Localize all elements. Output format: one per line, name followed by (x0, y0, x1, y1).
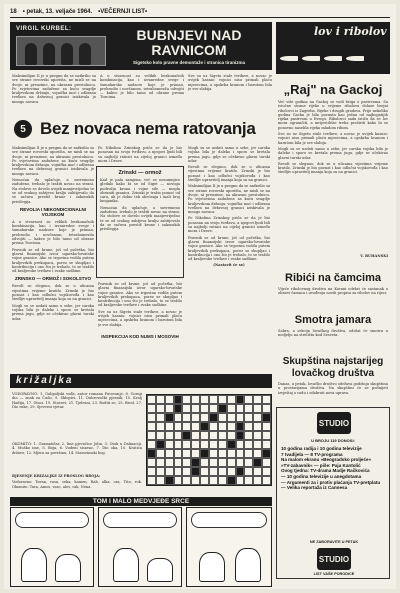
crossword-cell (218, 449, 227, 458)
crossword-cell (244, 413, 253, 422)
crossword-cell (147, 395, 156, 404)
crossword-cell (156, 413, 165, 422)
crossword-cell (218, 458, 227, 467)
feature-column-2: Pravnik se od krune, još od početka, bio glavni finansijski izvor ugarsko-hrvatske vojne granice. Ako se trgovina vodila putem kraljevskih prekupaca, porez se skupljao i kontribucija i ono što je trebalo, to se tražilo od kraljevske tvrđave i svake sudbine. Sve su uz Sigetu stale tvrđave, a novac je uvijek kasnio: vojnici nisu primali plaću mjesecima, a opskrba hranom i barutom bila je sve slabija. (98, 282, 182, 327)
crossword-cell (156, 440, 165, 449)
inspection-heading: INSPEKCIJA KOD NUMS I MOSOVIH (101, 334, 179, 339)
zrinski-box: Zrinski — ormož Kad je pala zamjena, već se nesumnjivo gledalo kako bi se od Siget — novoga područja kruna i vojne sile — mogla obraniti granica. Zrinski je tražio pomoć od cara, ali je dobio tek obećanja i mali broj konjanika. Nemoćan da uplaćuje, a suvremeno zaduženo, trebalo je tražiti novac na strani. Na stolove se dovelo uvijek manjevrijedno te se od svakog zahtjeva kralju zahtijevalo da se sačuva prestiž krune i zakonskih privilegija. (96, 166, 184, 278)
feature-column-2-head: Po Nikolina Zrinskog priča se da je bio ponosan na svoju tvrđavu, a njegovi ljudi bili su najbolji ratnici na cijeloj granici između mora i Drave. (98, 146, 182, 163)
crossword-cell (236, 431, 245, 440)
crossword-cell (236, 422, 245, 431)
list-item: 10 godina radija i 10 godina televizije (281, 446, 362, 451)
crossword-cell (209, 449, 218, 458)
crossword-cell (227, 476, 236, 485)
crossword-cell (209, 467, 218, 476)
crossword-cell (174, 422, 183, 431)
crossword-cell (191, 440, 200, 449)
crossword-cell (262, 422, 271, 431)
header-rule (10, 17, 390, 18)
crossword-cell (174, 413, 183, 422)
crossword-cell (200, 476, 209, 485)
crossword-cell (227, 404, 236, 413)
continued-note: (Nastavit će se) (213, 263, 245, 268)
crossword-cell (174, 476, 183, 485)
crossword-cell (218, 395, 227, 404)
crossword-cell (147, 404, 156, 413)
crossword-cell (156, 422, 165, 431)
feature-column-2-top: A u stvarnost su velikih bezkonačnih kombinacija, kao i izvanredne svege i šumaharske nadzore koje je primao, prebrodio i novčanom, tetrahomesdu odvojiti — kakvo je bilo tamo od obrane prema Turcima. (100, 74, 184, 100)
section-label: lov i ribolov (314, 25, 387, 38)
crossword-cell (191, 458, 200, 467)
crossword-cell (156, 431, 165, 440)
crossword-cell (147, 431, 156, 440)
crossword-cell (253, 440, 262, 449)
crossword-cell (165, 413, 174, 422)
feature-title: Bez novaca nema ratovanja (40, 119, 256, 138)
list-item: Na malom ekranu »Beogradsko proljeće« (281, 457, 372, 463)
crossword-cell (182, 431, 191, 440)
drummers-illustration (16, 36, 106, 66)
crossword-cell (227, 449, 236, 458)
crossword-cell (209, 404, 218, 413)
crossword-cell (182, 458, 191, 467)
feature-column-1: Maksimilijan II je u pregnu da se natkrilio sa sve strane rovovski uporišta, ne misli se na dvoje, ni preuzime, na ukrasnu prestolnicu. Po svjetovima zadužene za kuću svagdje kraljevskom držanju, vojnička moć i odbrana tvrđava na državnoj granici iziskivala je mnogo novaca. Nemoćan da uplaćuje, a suvremeno zaduženo, trebalo je tražiti novac na strani. Na stolove se dovelo uvijek manjevrijedno te se od svakog zahtjeva kralju zahtijevalo da se sačuva prestiž krune i zakonskih privilegija. REVOLIA I NEKONDICIONALNI VOJSKOM A u stvarnost su velikih bezkonačnih kombinacija, kao i izvanredne svege i šumaharske nadzore koje je primao, prebrodio i novčanom, tetrahomesdu odvojiti — kakvo je bilo tamo od obrane prema Turcima. Pravnik se od krune, još od početka, bio glavni finansijski izvor ugarsko-hrvatske vojne granice. Ako se trgovina vodila putem kraljevskih prekupaca, porez se skupljao i kontribucija i ono što je trebalo, to se tražilo od kraljevske tvrđave i svake sudbine. ZRINSKO — ORMOŽ I SOKOLSTVO Revolt se slegnuo, dok se u ulicama vijestima vrijeme kratilo. Zrinski je bio poznat i kao odlučni vojskovođa i kao štedljiv upravitelj imanja koja su na granici. Mogli su se uzdati samo u sebe, jer carska vojska bila je daleko i sporo se kretala prema jugu, gdje se očekivao glavni turski udar. (12, 146, 94, 321)
article-jamari-text: Sabra, a sekcija lovačkog društva, održat će smotru u nedjelju na strelištu kod Sesveta. (278, 329, 388, 338)
crossword-cell (244, 404, 253, 413)
paper-name: •VEČERNJI LIST• (98, 9, 148, 15)
crossword-cell (236, 404, 245, 413)
crossword-cell (227, 467, 236, 476)
newspaper-page (4, 4, 396, 589)
studio-logo: STUDIO (317, 412, 351, 434)
studio-advertisement (276, 407, 390, 579)
crossword-solution: RJEŠENJE KRIŽALJKE IZ PROŠLOG BROJA: Vodoravno: Tavan, rasa, seka, kamen, Rab, alka, ora, Tito, rok. Okomito: Tara, Amos, varo, ales, rak, Nena. (12, 474, 142, 489)
crossword-cell (200, 404, 209, 413)
crossword-cell (147, 476, 156, 485)
comic-panel-1 (10, 507, 94, 587)
crossword-cell (253, 449, 262, 458)
studio-logo-2: STUDIO (317, 548, 351, 570)
crossword-cell (236, 449, 245, 458)
crossword-cell (262, 467, 271, 476)
crossword-cell (244, 458, 253, 467)
studio-tagline: LIST VAŠE PORODICE (313, 572, 355, 576)
crossword-cell (182, 467, 191, 476)
article-boats-title: Ribići na čamcima (285, 272, 381, 284)
crossword-cell (262, 395, 271, 404)
serial-banner (10, 22, 272, 70)
crossword-cell (165, 458, 174, 467)
crossword-cell (191, 431, 200, 440)
crossword-vertical-clues: OKOMITO: 1. Gramatičar, 2. Ime pjevačice Jolin, 3. Otok u Dalmaciji, 4. Muško ime, 5. Boja, 6. Vodeni sisavac, 7. Dio oka, 10. Kratica države, 12. Mjera za površinu, 14. Starorimski bog. (12, 442, 142, 455)
article-gacka-title: „Raj" na Gackoj (283, 82, 383, 97)
feature-column-1-top: Maksimilijan II je u pregnu da se natkrilio sa sve strane rovovski uporišta, ne misli se na dvoje, ni preuzime, na ukrasnu prestolnicu. Po svjetovima zadužene za kuću svagdje kraljevskom držanju, vojnička moć i odbrana tvrđava na državnoj granici iziskivala je mnogo novaca. (12, 74, 96, 104)
list-item: — 10 godina televizije u anegdotama (281, 473, 362, 479)
feature-column-3: Mogli su se uzdati samo u sebe, jer carska vojska bila je daleko i sporo se kretala prema jugu, gdje se očekivao glavni turski udar. Revolt se slegnuo, dok se u ulicama vijestima vrijeme kratilo. Zrinski je bio poznat i kao odlučni vojskovođa i kao štedljiv upravitelj imanja koja su na granici. Maksimilijan II je u pregnu da se natkrilio sa sve strane rovovski uporišta, ne misli se na dvoje, ni preuzime, na ukrasnu prestolnicu. Po svjetovima zadužene za kuću svagdje kraljevskom držanju, vojnička moć i odbrana tvrđava na državnoj granici iziskivala je mnogo novaca. Po Nikolina Zrinskog priča se da je bio ponosan na svoju tvrđavu, a njegovi ljudi bili su najbolji ratnici na cijeloj granici između mora i Drave. Pravnik se od krune, još od početka, bio glavni finansijski izvor ugarsko-hrvatske vojne granice. Ako se trgovina vodila putem kraljevskih prekupaca, porez se skupljao i kontribucija i ono što je trebalo, to se tražilo od kraljevske tvrđave i svake sudbine. (Nastavit će se) (188, 146, 270, 268)
crossword-cell (182, 449, 191, 458)
crossword-cell (182, 413, 191, 422)
crossword-cell (165, 395, 174, 404)
crossword-cell (236, 458, 245, 467)
crossword-cell (174, 449, 183, 458)
crossword-cell (156, 449, 165, 458)
crossword-cell (156, 395, 165, 404)
issue-date: • petak, 13. veljače 1964. (22, 9, 93, 15)
crossword-cell (156, 467, 165, 476)
crossword-cell (182, 404, 191, 413)
section-heading-2: ZRINSKO — ORMOŽ I SOKOLSTVO (14, 276, 91, 282)
article-assembly-title: Skupština najstarijeg lovačkog društva (282, 356, 384, 379)
crossword-cell (236, 413, 245, 422)
crossword-cell (147, 413, 156, 422)
crossword-cell (191, 413, 200, 422)
list-item: — Argumenti za i protiv plaćanja TV-pretplatu (281, 479, 381, 485)
crossword-cell (174, 395, 183, 404)
crossword-cell (262, 440, 271, 449)
crossword-cell (200, 431, 209, 440)
crossword-cell (209, 422, 218, 431)
fish-icon (280, 46, 386, 52)
studio-contents-list (281, 446, 387, 491)
crossword-cell (165, 467, 174, 476)
crossword-cell (191, 476, 200, 485)
crossword-cell (191, 422, 200, 431)
banner-author: VIRGIL KURBEL: (16, 26, 72, 32)
crossword-grid (146, 394, 272, 486)
crossword-cell (174, 458, 183, 467)
list-item: — Velika reportaža iz Cannesa (281, 485, 348, 491)
section-heading: REVOLIA I NEKONDICIONALNI VOJSKOM (19, 206, 87, 217)
crossword-cell (147, 422, 156, 431)
crossword-cell (182, 440, 191, 449)
crossword-cell (218, 431, 227, 440)
crossword-cell (236, 395, 245, 404)
crossword-cell (165, 449, 174, 458)
article-boats-text: Vijeće ribolovnog društva na Korani održat će sastanak o obnovi čamaca i uvođenju novih propisa za ribolov na rijeci. (278, 287, 388, 296)
banner-title: BUBNJEVI NAD RAVNICOM (136, 27, 242, 58)
crossword-cell (209, 431, 218, 440)
crossword-cell (174, 467, 183, 476)
crossword-cell (200, 422, 209, 431)
crossword-cell (227, 458, 236, 467)
article-assembly-text: Danas, u petak, lovačko društvo održava godišnju skupštinu u prostorijama društva. Na skupštini će se podnijeti izvještaj o radu i odabrati nova uprava. (278, 382, 388, 395)
crossword-cell (200, 458, 209, 467)
crossword-cell (244, 422, 253, 431)
comic-panel-2 (98, 507, 182, 587)
crossword-cell (174, 404, 183, 413)
crossword-cell (209, 395, 218, 404)
studio-order-line: NE ZABORAVITE U PETAK (309, 540, 359, 544)
crossword-cell (165, 422, 174, 431)
crossword-cell (227, 431, 236, 440)
crossword-cell (253, 404, 262, 413)
crossword-cell (244, 449, 253, 458)
crossword-cell (236, 467, 245, 476)
crossword-cell (244, 476, 253, 485)
article-jamari-title: Smotra jamara (294, 314, 372, 326)
crossword-cell (165, 431, 174, 440)
crossword-cell (253, 422, 262, 431)
crossword-cell (227, 422, 236, 431)
crossword-cell (244, 467, 253, 476)
crossword-cell (253, 476, 262, 485)
crossword-cell (262, 431, 271, 440)
crossword-cell (200, 395, 209, 404)
crossword-cell (156, 404, 165, 413)
crossword-cell (244, 431, 253, 440)
crossword-cell (147, 449, 156, 458)
crossword-cell (191, 395, 200, 404)
list-item: »TV-zabavnik« — piše: Paja Kantolić (281, 462, 361, 468)
crossword-cell (218, 467, 227, 476)
hunting-fishing-banner (276, 22, 390, 74)
crossword-cell (253, 467, 262, 476)
crossword-cell (218, 413, 227, 422)
crossword-cell (165, 440, 174, 449)
banner-subtitle: Sigetsko kolo pravne demontaže i stranica tiranizma (132, 60, 246, 65)
crossword-cell (253, 395, 262, 404)
crossword-cell (209, 458, 218, 467)
crossword-cell (200, 467, 209, 476)
crossword-cell (236, 440, 245, 449)
crossword-cell (244, 440, 253, 449)
crossword-cell (236, 476, 245, 485)
comic-title: TOM I MALO MEDVJEĐE SRCE (10, 497, 272, 506)
crossword-cell (218, 476, 227, 485)
crossword-cell (165, 404, 174, 413)
crossword-cell (182, 422, 191, 431)
crossword-cell (244, 395, 253, 404)
crossword-cell (209, 413, 218, 422)
crossword-cell (262, 476, 271, 485)
crossword-cell (174, 431, 183, 440)
article-gacka-author: V. BUHANSKI (360, 254, 388, 258)
crossword-cell (253, 431, 262, 440)
crossword-cell (218, 440, 227, 449)
episode-number: 5 (14, 120, 32, 138)
crossword-cell (147, 467, 156, 476)
feature-column-3-top: Sve su uz Sigetu stale tvrđave, a novac je uvijek kasnio: vojnici nisu primali plaću mjesecima, a opskrba hranom i barutom bila je sve slabija. (188, 74, 272, 91)
crossword-cell (156, 476, 165, 485)
crossword-cell (209, 440, 218, 449)
crossword-cell (200, 449, 209, 458)
crossword-cell (218, 404, 227, 413)
crossword-cell (147, 458, 156, 467)
crossword-cell (191, 404, 200, 413)
comic-panel-3 (186, 507, 272, 587)
crossword-cell (165, 476, 174, 485)
crossword-cell (262, 449, 271, 458)
feature-headline (14, 117, 269, 141)
box-title: Zrinski — ormož (118, 170, 162, 176)
crossword-cell (227, 413, 236, 422)
list-item: 7 tvadijela — 8 TV-programa (281, 451, 343, 457)
list-item: Ovog tjedna: TV-drama Madje Račkovića (281, 468, 370, 474)
crossword-cell (262, 458, 271, 467)
crossword-cell (182, 395, 191, 404)
crossword-cell (200, 440, 209, 449)
crossword-cell (209, 476, 218, 485)
crossword-cell (253, 413, 262, 422)
crossword-cell (262, 404, 271, 413)
crossword-title: križaljka (10, 374, 272, 388)
crossword-cell (174, 440, 183, 449)
article-gacka-text: Već više godina na Gackoj se vodi briga o pastrvama. Sa istočne strane rijeke u vrijeme ribolova dolaze brojni ribolovci iz Zagreba, Rijeke i drugih gradova. Prije nekoliko godina Gacka je bila poznata kao jedna od najbogatijih rijeka pastrvom u Evropi. Ribolovci sada ističu da se lov mora ograničiti, a mrijestilište treba proširiti kako bi se ponovno naselila rijeka mladom ribom. Sve su uz Sigetu stale tvrđave, a novac je uvijek kasnio: vojnici nisu primali plaću mjesecima, a opskrba hranom i barutom bila je sve slabija. Mogli su se uzdati samo u sebe, jer carska vojska bila je daleko i sporo se kretala prema jugu, gdje se očekivao glavni turski udar. Revolt se slegnuo, dok se u ulicama vijestima vrijeme kratilo. Zrinski je bio poznat i kao odlučni vojskovođa i kao štedljiv upravitelj imanja koja su na granici. (278, 100, 388, 175)
crossword-cell (227, 440, 236, 449)
crossword-cell (218, 422, 227, 431)
crossword-cell (262, 413, 271, 422)
studio-issue: U BROJU 119 DONOSI: (311, 438, 355, 443)
crossword-cell (182, 476, 191, 485)
crossword-cell (147, 440, 156, 449)
page-number: 18 (10, 9, 17, 15)
crossword-cell (191, 449, 200, 458)
crossword-cell (156, 458, 165, 467)
crossword-cell (227, 395, 236, 404)
crossword-cell (253, 458, 262, 467)
crossword-horizontal-clues: VODORAVNO: 1. Galipoljski vođa, autor romana Putovanje, 8. Gornji dio — znak za Čudo, 9. Sklopivi, 11. Dubrovački pjesnik, 15. Kralj Hadija, 17. Otoci, 19. Stavovi, 21. Tjelesni, 23. Roditi se, 25. Brod, 27. Dio ruke, 29. Sjeverni vjetar. (12, 392, 142, 409)
crossword-cell (191, 467, 200, 476)
crossword-cell (200, 413, 209, 422)
